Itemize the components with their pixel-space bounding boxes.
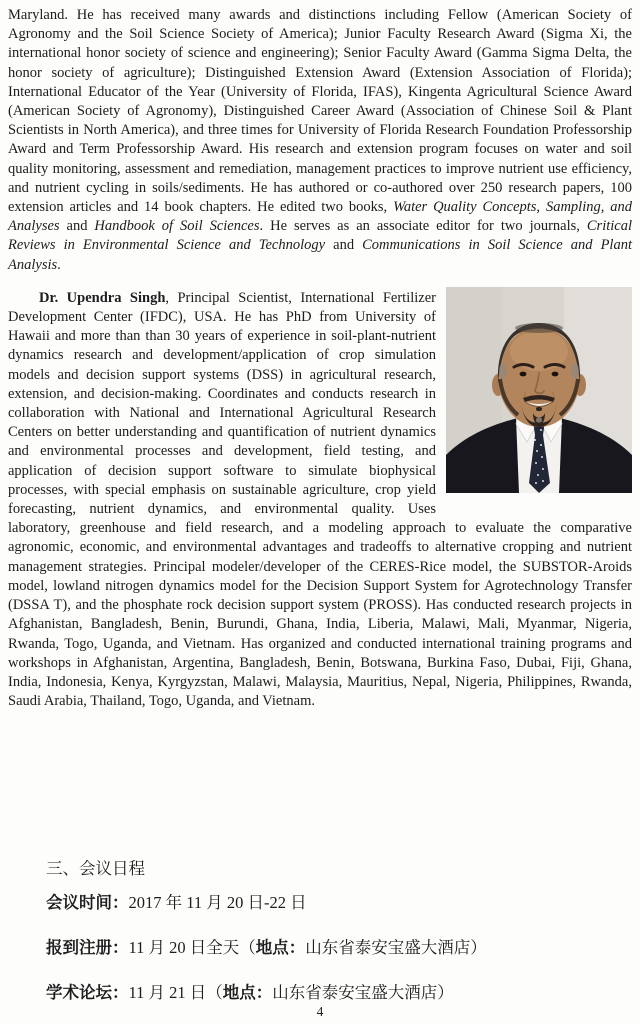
schedule-item-meeting-time: 会议时间：2017 年 11 月 20 日-22 日 (46, 893, 307, 912)
conference-schedule-section (46, 858, 620, 1004)
schedule-item-academic-forum: 学术论坛：11 月 21 日（地点：山东省泰安宝盛大酒店） (46, 983, 454, 1002)
portrait-image (446, 287, 632, 493)
bio-paragraph-upendra-singh: Dr. Upendra Singh, Principal Scientist, International Fertilizer Development Center (IFDC), USA. He has PhD from University of Hawaii and more than than 30 years of experience in soil-plant-nutrient dynamics research and development/application of crop simulation models and decision support systems (DSS) in agricultural research, extension, and decision-making. Coordinates and conducts research in collaboration with National and International Agricultural Research Centers on better understanding and quantification of nutrient dynamics and environmental processes and development, field testing, and application of decision support software to simulate biophysical processes, with special emphasis on sustainable agriculture, crop yield forecasting, nutrient dynamics, and environmental quality. Uses laboratory, greenhouse and field research, and a modeling approach to evaluate the comparative agronomic, economic, and environmental advantages and tradeoffs to alternative cropping and nutrient management strategies. Principal modeler/developer of the CERES-Rice model, the SUBSTOR-Aroids model, lowland nitrogen dynamics model for the Decision Support System for Agrotechnology Transfer (DSSA T), and the phosphate rock decision support system (PROSS). Has conducted research projects in Afghanistan, Bangladesh, Benin, Burundi, Ghana, India, Liberia, Malawi, Mali, Myanmar, Nigeria, Rwanda, Togo, Uganda, and Vietnam. Has organized and conducted international training programs and workshops in Afghanistan, Argentina, Bangladesh, Benin, Botswana, Burkina Faso, Dubai, Fiji, Ghana, India, Indonesia, Kenya, Kyrgyzstan, Malawi, Malaysia, Mauritius, Nepal, Nigeria, Philippines, Rwanda, Saudi Arabia, Thailand, Togo, Uganda, and Vietnam. (8, 289, 632, 711)
bio-paragraph-previous: Maryland. He has received many awards and distinctions including Fellow (American Society of Agronomy and the Soil Science Society of America); Junior Faculty Research Award (Sigma Xi, the international honor society of science and engineering); Senior Faculty Award (Gamma Sigma Delta, the honor society of agriculture); Distinguished Extension Award (Extension Association of Florida); International Educator of the Year (University of Florida, IFAS), Kingenta Agricultural Science Award (American Society of Agronomy), Distinguished Career Award (Association of Chinese Soil & Plant Scientists in North America), and three times for University of Florida Research Foundation Professorship Award and Term Professorship Award. His research and extension program focuses on water and soil quality monitoring, assessment and remediation, management practices to improve nutrient use efficiency, and nutrient cycling in soils/sediments. He has authored or co-authored over 250 research papers, 100 extension articles and 14 book chapters. He edited two books, Water Quality Concepts, Sampling, and Analyses and Handbook of Soil Sciences. He serves as an associate editor for two journals, Critical Reviews in Environmental Science and Technology and Communications in Soil Science and Plant Analysis. (8, 7, 632, 273)
speaker-photo (446, 287, 632, 493)
schedule-item-registration: 报到注册：11 月 20 日全天（地点：山东省泰安宝盛大酒店） (46, 938, 487, 957)
page-number: 4 (316, 1004, 324, 1019)
section-heading-conference-schedule: 三、会议日程 (46, 859, 145, 878)
